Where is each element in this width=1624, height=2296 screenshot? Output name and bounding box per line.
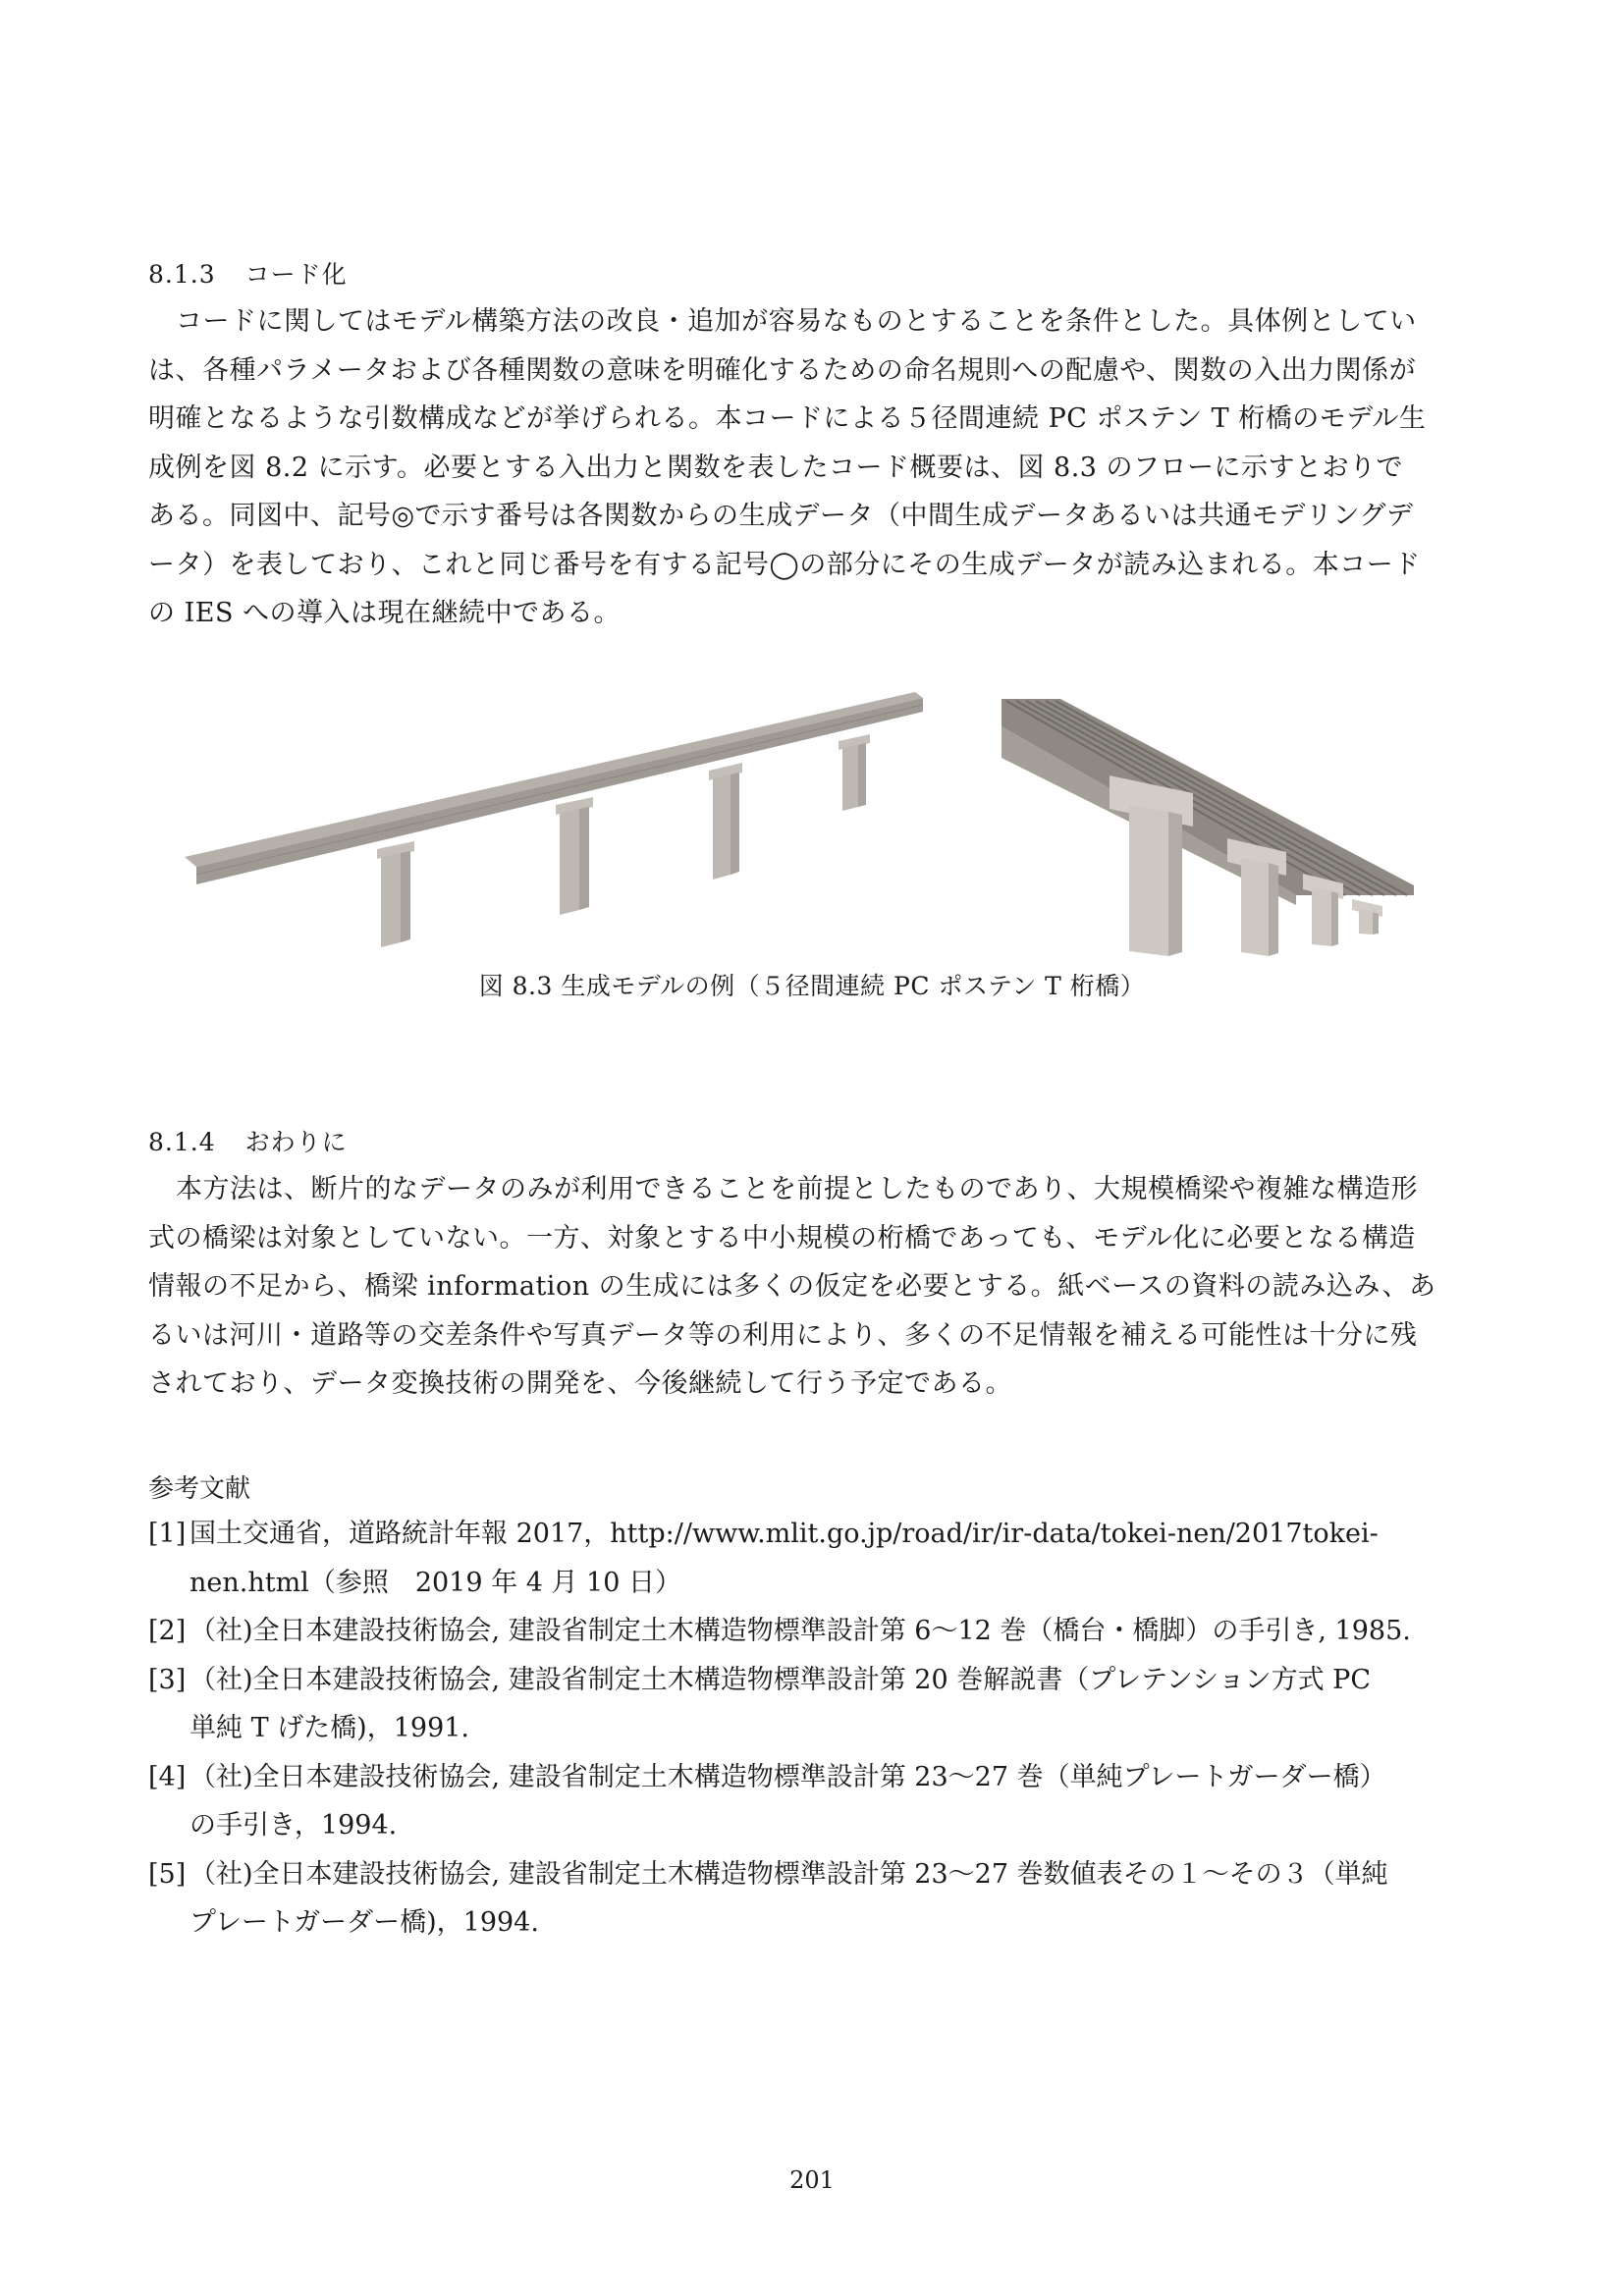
body-line: されており、データ変換技術の開発を、今後継続して行う予定である。 <box>148 1368 1012 1399</box>
reference-item <box>148 1607 1493 1656</box>
body-line: コードに関してはモデル構築方法の改良・追加が容易なものとすることを条件とした。具体例としてい <box>176 306 1417 337</box>
reference-index: [3] <box>148 1664 187 1695</box>
body-line: ータ）を表しており、これと同じ番号を有する記号◯の部分にその生成データが読み込まれる。本コード <box>148 549 1421 580</box>
reference-index: [1] <box>148 1519 187 1549</box>
page-number: 201 <box>789 2166 835 2194</box>
reference-item <box>148 1753 1493 1850</box>
section-8-1-3-body <box>148 297 1484 638</box>
body-line: ある。同図中、記号◎で示す番号は各関数からの生成データ（中間生成データあるいは共通モデリングデ <box>148 501 1414 531</box>
reference-index: [2] <box>148 1616 187 1646</box>
body-line: 成例を図 8.2 に示す。必要とする入出力と関数を表したコード概要は、図 8.3 のフローに示すとおりで <box>148 452 1404 483</box>
reference-text: の手引き，1994. <box>189 1810 398 1841</box>
reference-item <box>148 1850 1493 1948</box>
section-heading-8-1-3 <box>148 258 348 292</box>
reference-text: 単純 T げた橋)，1991. <box>189 1713 470 1743</box>
section-8-1-4-body <box>148 1165 1484 1409</box>
body-line: るいは河川・道路等の交差条件や写真データ等の利用により、多くの不足情報を補える可能性は十分に残 <box>148 1319 1418 1351</box>
figure-caption: 図 8.3 生成モデルの例（５径間連続 PC ポステン T 桁橋） <box>478 972 1146 1000</box>
body-line: の IES への導入は現在継続中である。 <box>148 598 622 628</box>
reference-index: [4] <box>148 1761 187 1792</box>
reference-text: （社)全日本建設技術協会, 建設省制定土木構造物標準設計第 23～27 巻（単純プレートガーダー橋） <box>189 1761 1386 1792</box>
reference-text: プレートガーダー橋)，1994. <box>189 1907 539 1938</box>
body-line: 本方法は、断片的なデータのみが利用できることを前提としたものであり、大規模橋梁や複雑な構造形 <box>176 1174 1418 1204</box>
reference-text: （社)全日本建設技術協会, 建設省制定土木構造物標準設計第 20 巻解説書（プレテンション方式 PC <box>189 1664 1371 1695</box>
reference-text: nen.html（参照 2019 年 4 月 10 日） <box>189 1567 681 1598</box>
section-title: おわりに <box>244 1128 348 1156</box>
body-line: 明確となるような引数構成などが挙げられる。本コードによる５径間連続 PC ポステン T 桁橋のモデル生 <box>148 403 1427 434</box>
references-title: 参考文献 <box>148 1474 251 1504</box>
reference-text: （社)全日本建設技術協会, 建設省制定土木構造物標準設計第 23～27 巻数値表その１～その３（単純 <box>189 1858 1388 1890</box>
reference-text: （社)全日本建設技術協会, 建設省制定土木構造物標準設計第 6～12 巻（橋台・橋脚）の手引き, 1985. <box>189 1616 1411 1646</box>
body-line: 情報の不足から、橋梁 information の生成には多くの仮定を必要とする。紙ベースの資料の読み込み、あ <box>148 1271 1436 1302</box>
section-number: 8.1.3 <box>148 260 216 289</box>
body-line: は、各種パラメータおよび各種関数の意味を明確化するための命名規則への配慮や、関数の入出力関係が <box>148 354 1417 386</box>
reference-text: 国土交通省，道路統計年報 2017，http://www.mlit.go.jp/road/ir/ir-data/tokei-nen/2017tokei- <box>189 1519 1379 1549</box>
bridge-model-overview-image <box>185 692 970 957</box>
section-number: 8.1.4 <box>148 1128 216 1156</box>
section-heading-8-1-4 <box>148 1126 348 1159</box>
bridge-model-underside-image <box>1001 699 1414 964</box>
references-list <box>148 1510 1493 1948</box>
section-title: コード化 <box>244 260 348 289</box>
reference-item <box>148 1656 1493 1753</box>
reference-index: [5] <box>148 1858 187 1890</box>
body-line: 式の橋梁は対象としていない。一方、対象とする中小規模の桁橋であっても、モデル化に必要となる構造 <box>148 1222 1416 1254</box>
reference-item <box>148 1510 1493 1607</box>
